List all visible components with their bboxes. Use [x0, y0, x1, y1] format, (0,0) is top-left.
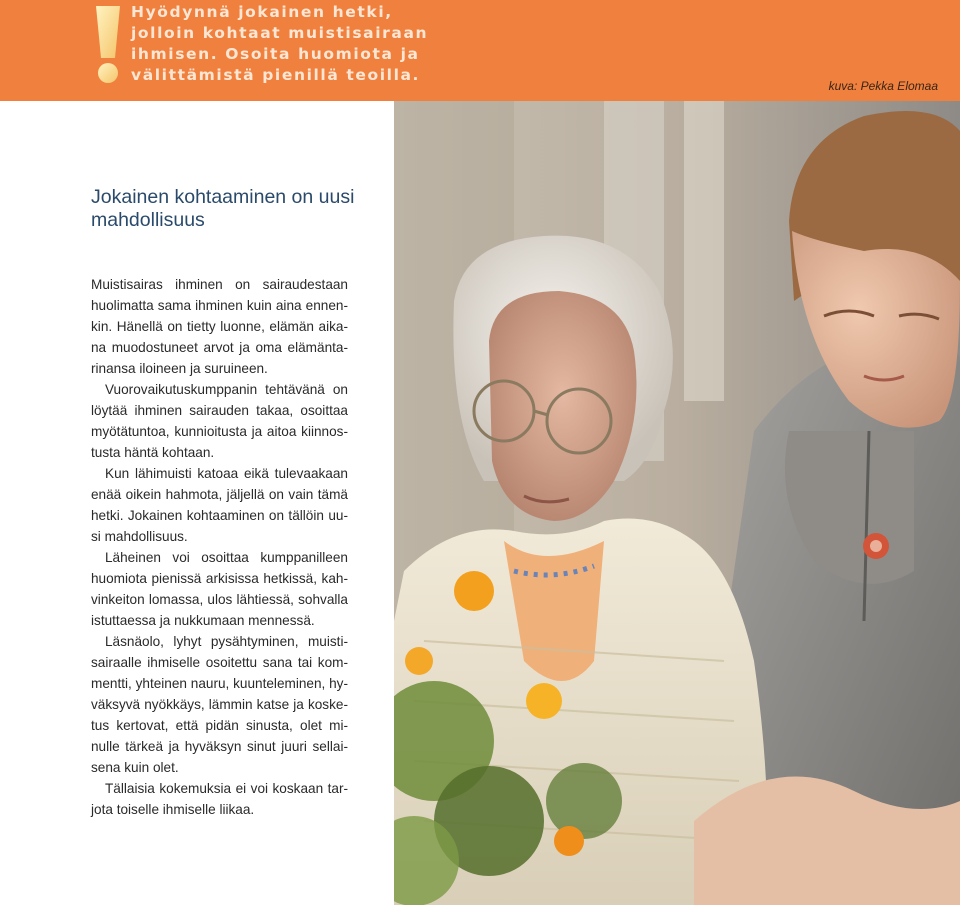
article-body: [91, 274, 348, 820]
paragraph: Muistisairas ihminen on sairaudestaan huolimatta sama ihminen kuin aina ennen-kin. Hänellä on tietty luonne, elämän aika-na muodostuneet arvot ja oma elämänta-rinansa iloineen ja suruineen.: [91, 277, 348, 376]
photo-elderly-woman-with-caregiver: [394, 101, 960, 905]
paragraph: Läheinen voi osoittaa kumppanilleen huomiota pienissä arkisissa hetkissä, kah-vinkeiton lomassa, ulos lähtiessä, sohvalla istuttaessa ja nukkumaan mennessä.: [91, 550, 348, 628]
banner-text: Hyödynnä jokainen hetki, jolloin kohtaat muistisairaan ihmisen. Osoita huomiota ja välittämistä pienillä teoilla.: [131, 3, 429, 84]
paragraph: Läsnäolo, lyhyt pysähtyminen, muisti-sairaalle ihmiselle osoitettu sana tai kom-mentti, yhteinen nauru, kuunteleminen, hy-väksyvä nyökkäys, lämmin katse ja koske-tus kertovat, että pidän sinusta, olet mi-nulle tärkeä ja hyväksyn sinut juuri sellai-sena kuin olet.: [91, 634, 348, 775]
article-title: Jokainen kohtaaminen on uusi mahdollisuus: [91, 186, 355, 231]
paragraph: Tällaisia kokemuksia ei voi koskaan tar-jota toiselle ihmiselle liikaa.: [91, 781, 348, 817]
photo-credit: kuva: Pekka Elomaa: [828, 79, 938, 93]
paragraph: Vuorovaikutuskumppanin tehtävänä on löytää ihminen sairauden takaa, osoittaa myötätuntoa, kunnioitusta ja aitoa kiinnos-tusta häntä kohtaan.: [91, 382, 348, 460]
paragraph: Kun lähimuisti katoaa eikä tulevaakaan enää oikein hahmota, jäljellä on vain tämä hetki. Jokainen kohtaaminen on tällöin uu-si mahdollisuus.: [91, 466, 348, 544]
exclamation-icon: [88, 4, 128, 86]
header-banner: [0, 0, 960, 101]
